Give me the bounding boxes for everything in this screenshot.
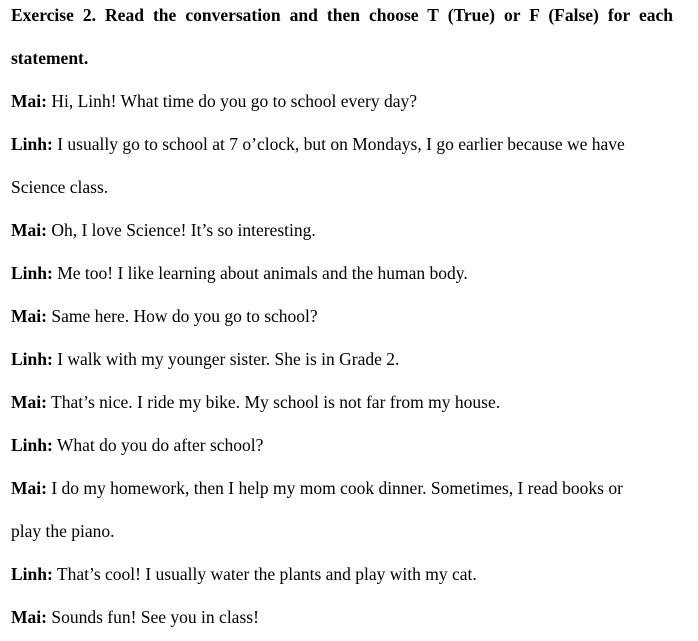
speaker-label: Mai: xyxy=(11,91,47,111)
speaker-label: Linh: xyxy=(11,349,53,369)
speaker-label: Linh: xyxy=(11,263,53,283)
dialogue-text: What do you do after school? xyxy=(52,435,264,455)
dialogue-line-2 xyxy=(11,134,625,154)
dialogue-line-1 xyxy=(11,91,417,111)
dialogue-line-6 xyxy=(11,349,399,369)
dialogue-line-9 xyxy=(11,478,623,498)
speaker-label: Mai: xyxy=(11,478,47,498)
dialogue-line-5 xyxy=(11,306,318,326)
dialogue-text: I usually go to school at 7 o’clock, but on Mondays, I go earlier because we have xyxy=(52,134,625,154)
dialogue-text: Me too! I like learning about animals and the human body. xyxy=(52,263,468,283)
speaker-label: Linh: xyxy=(11,134,53,154)
dialogue-line-10 xyxy=(11,564,477,584)
speaker-label: Mai: xyxy=(11,220,47,240)
dialogue-line-4 xyxy=(11,263,468,283)
speaker-label: Linh: xyxy=(11,564,53,584)
dialogue-text: That’s nice. I ride my bike. My school is not far from my house. xyxy=(46,392,501,412)
dialogue-text: Oh, I love Science! It’s so interesting. xyxy=(46,220,316,240)
dialogue-line-9-continued: play the piano. xyxy=(11,521,115,541)
dialogue-text: Hi, Linh! What time do you go to school every day? xyxy=(46,91,417,111)
dialogue-text: I do my homework, then I help my mom cook dinner. Sometimes, I read books or xyxy=(46,478,623,498)
speaker-label: Mai: xyxy=(11,306,47,326)
exercise-title-line2: statement. xyxy=(11,48,89,68)
dialogue-line-7 xyxy=(11,392,500,412)
dialogue-text: Sounds fun! See you in class! xyxy=(46,607,259,627)
speaker-label: Mai: xyxy=(11,392,47,412)
dialogue-text: Same here. How do you go to school? xyxy=(46,306,318,326)
dialogue-line-2-continued: Science class. xyxy=(11,177,109,197)
dialogue-line-8 xyxy=(11,435,263,455)
dialogue-text: I walk with my younger sister. She is in Grade 2. xyxy=(52,349,400,369)
speaker-label: Linh: xyxy=(11,435,53,455)
dialogue-text: That’s cool! I usually water the plants and play with my cat. xyxy=(52,564,477,584)
dialogue-line-3 xyxy=(11,220,316,240)
exercise-title-line1: Exercise 2. Read the conversation and then choose T (True) or F (False) for each xyxy=(11,5,673,25)
dialogue-line-11 xyxy=(11,607,259,627)
speaker-label: Mai: xyxy=(11,607,47,627)
